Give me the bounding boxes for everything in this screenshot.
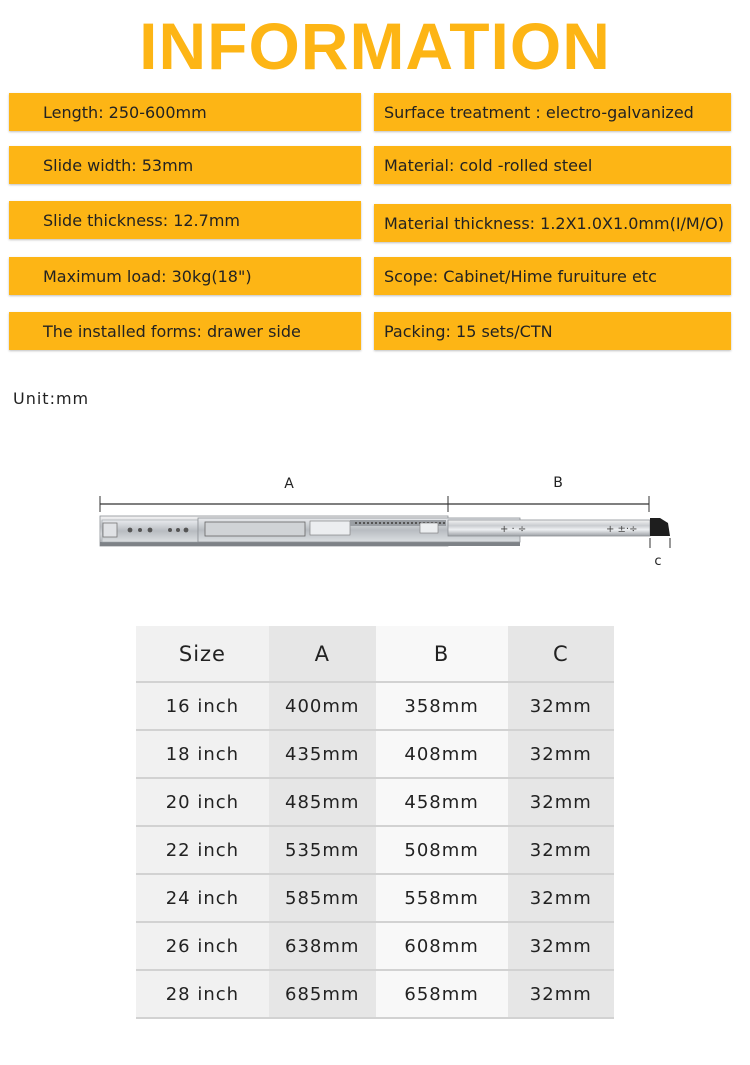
cell-b: 558mm (376, 874, 508, 922)
header-size: Size (136, 626, 269, 682)
svg-text:+ ±·÷: + ±·÷ (606, 524, 638, 535)
spec-material-thickness: Material thickness: 1.2X1.0X1.0mm(I/M/O) (374, 204, 731, 242)
spec-slide-width: Slide width: 53mm (9, 146, 361, 184)
table-header-row (136, 626, 614, 682)
cell-a: 400mm (269, 682, 376, 730)
cell-c: 32mm (508, 730, 614, 778)
dimension-b-label: B (553, 475, 563, 491)
cell-a: 535mm (269, 826, 376, 874)
svg-text:+ · ÷: + · ÷ (500, 524, 527, 535)
cell-a: 585mm (269, 874, 376, 922)
drawer-slide-diagram (0, 460, 750, 580)
header-b: B (376, 626, 508, 682)
cell-a: 638mm (269, 922, 376, 970)
cell-size: 28 inch (136, 970, 269, 1018)
spec-slide-thickness: Slide thickness: 12.7mm (9, 201, 361, 239)
unit-label: Unit:mm (13, 389, 90, 408)
header-a: A (269, 626, 376, 682)
cell-size: 26 inch (136, 922, 269, 970)
cell-a: 485mm (269, 778, 376, 826)
spec-installed-forms: The installed forms: drawer side (9, 312, 361, 350)
table-row (136, 922, 614, 970)
cell-a: 435mm (269, 730, 376, 778)
table-row (136, 730, 614, 778)
cell-b: 608mm (376, 922, 508, 970)
cell-c: 32mm (508, 826, 614, 874)
spec-scope: Scope: Cabinet/Hime furuiture etc (374, 257, 731, 295)
dimension-c (650, 538, 670, 569)
table-row (136, 826, 614, 874)
cell-b: 658mm (376, 970, 508, 1018)
dimension-b (448, 475, 649, 512)
table-row (136, 778, 614, 826)
cell-c: 32mm (508, 922, 614, 970)
cell-size: 24 inch (136, 874, 269, 922)
cell-c: 32mm (508, 778, 614, 826)
inner-rail (448, 518, 670, 536)
spec-length: Length: 250-600mm (9, 93, 361, 131)
table-row (136, 874, 614, 922)
cell-b: 508mm (376, 826, 508, 874)
table-row (136, 970, 614, 1018)
spec-maximum-load: Maximum load: 30kg(18") (9, 257, 361, 295)
cell-size: 20 inch (136, 778, 269, 826)
cell-c: 32mm (508, 970, 614, 1018)
cell-b: 408mm (376, 730, 508, 778)
spec-packing: Packing: 15 sets/CTN (374, 312, 731, 350)
spec-surface-treatment: Surface treatment : electro-galvanized (374, 93, 731, 131)
cell-size: 16 inch (136, 682, 269, 730)
cell-b: 358mm (376, 682, 508, 730)
dimension-c-label: c (654, 554, 662, 569)
cell-size: 18 inch (136, 730, 269, 778)
cell-a: 685mm (269, 970, 376, 1018)
cell-c: 32mm (508, 874, 614, 922)
cell-c: 32mm (508, 682, 614, 730)
size-table (136, 626, 614, 1019)
page-title: INFORMATION (139, 9, 611, 83)
dimension-a (100, 476, 448, 512)
header-c: C (508, 626, 614, 682)
cell-size: 22 inch (136, 826, 269, 874)
cell-b: 458mm (376, 778, 508, 826)
spec-material: Material: cold -rolled steel (374, 146, 731, 184)
table-row (136, 682, 614, 730)
dimension-a-label: A (284, 476, 294, 492)
